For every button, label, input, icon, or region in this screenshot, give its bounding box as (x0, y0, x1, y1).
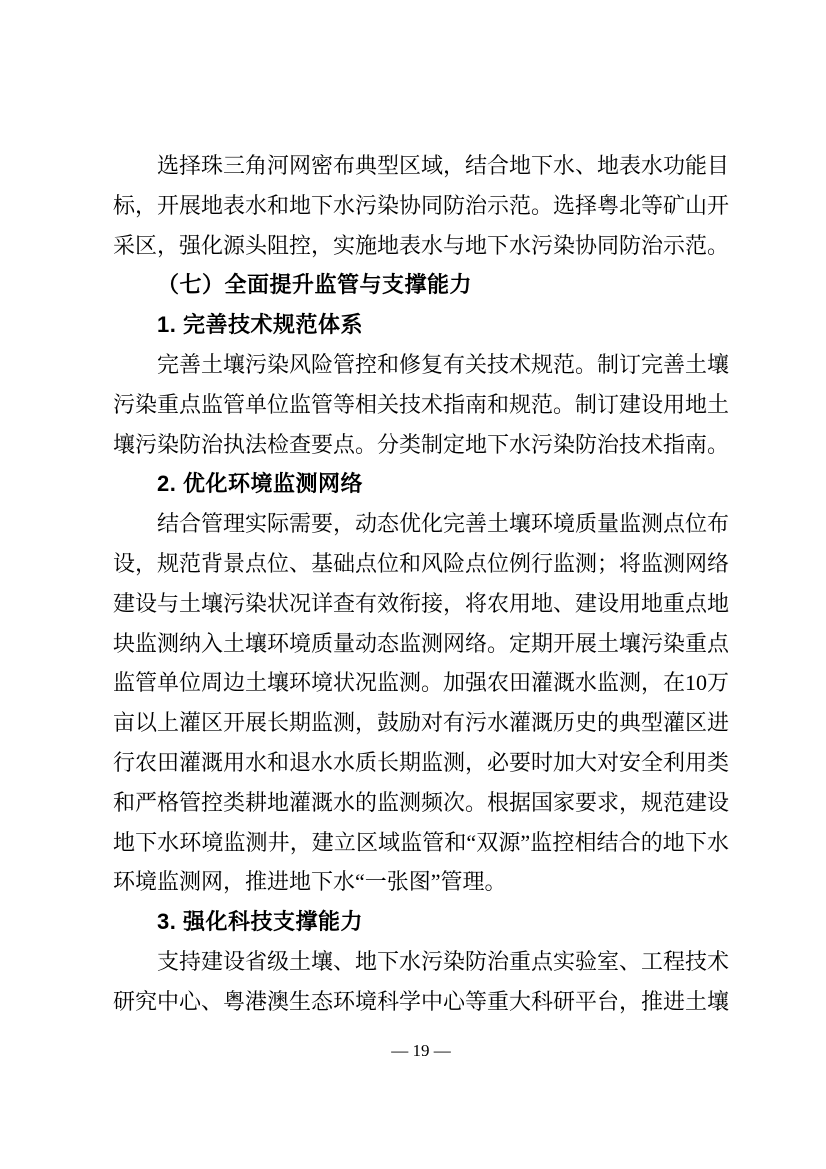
document-content (113, 146, 729, 1022)
sub-heading-3-science-tech-support: 3. 强化科技支撑能力 (157, 909, 363, 935)
paragraph-coordinated-prevention-demo: 选择珠三角河网密布典型区域，结合地下水、地表水功能目标，开展地表水和地下水污染协同防治示范。选择粤北等矿山开采区，强化源头阻控，实施地表水与地下水污染协同防治示范。 (113, 153, 730, 258)
paragraph-technical-standards: 完善土壤污染风险管控和修复有关技术规范。制订完善土壤污染重点监管单位监管等相关技术指南和规范。制订建设用地土壤污染防治执法检查要点。分类制定地下水污染防治技术指南。 (113, 351, 730, 457)
sub-heading-2-monitoring-network: 2. 优化环境监测网络 (157, 471, 363, 497)
section-heading-seven: （七）全面提升监管与支撑能力 (157, 272, 473, 298)
page-number: — 19 — (391, 1041, 451, 1060)
paragraph-science-tech-support: 支持建设省级土壤、地下水污染防治重点实验室、工程技术研究中心、粤港澳生态环境科学中心等重大科研平台，推进土壤 (113, 948, 730, 1014)
paragraph-monitoring-network: 结合管理实际需要，动态优化完善土壤环境质量监测点位布设，规范背景点位、基础点位和风险点位例行监测；将监测网络建设与土壤污染状况详查有效衔接，将农用地、建设用地重点地块监测纳入土壤环境质量动态监测网络。定期开展土壤污染重点监管单位周边土壤环境状况监测。加强农田灌溉水监测，在10万亩以上灌区开展长期监测，鼓励对有污水灌溉历史的典型灌区进行农田灌溉用水和退水水质长期监测，必要时加大对安全利用类和严格管控类耕地灌溉水的监测频次。根据国家要求，规范建设地下水环境监测井，建立区域监管和“双源”监控相结合的地下水环境监测网，推进地下水“一张图”管理。 (113, 511, 730, 895)
sub-heading-1-technical-standards: 1. 完善技术规范体系 (157, 312, 363, 338)
